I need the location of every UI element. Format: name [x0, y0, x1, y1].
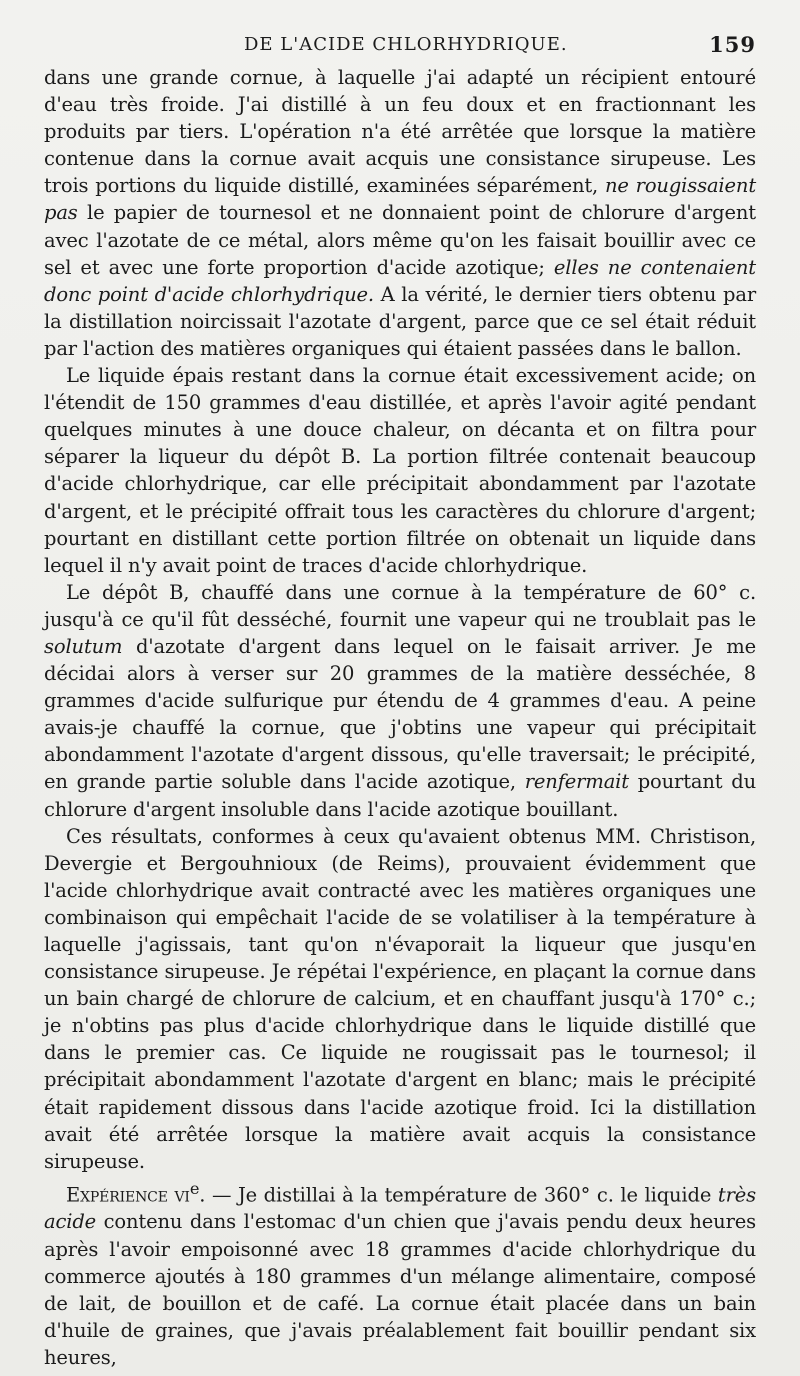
text-run: Ces résultats, conformes à ceux qu'avaient obtenus MM. Christison, Devergie et Bergouhnioux (de Reims), prouvaient évidemment que l'acide chlorhydrique avait contracté avec les matières organiques une combinaison qui empêchait l'acide de se volatiliser à la température à laquelle j'agissais, tant qu'on n'évaporait la liqueur que jusqu'en consistance sirupeuse. Je répétai l'expérience, en plaçant la cornue dans un bain chargé de chlorure de calcium, et en chauffant jusqu'à 170° c.; je n'obtins pas plus d'acide chlorhydrique dans le liquide distillé que dans le premier cas. Ce liquide ne rougissait pas le tournesol; il précipitait abondamment l'azotate d'argent en blanc; mais le précipité était rapidement dissous dans l'acide azotique froid. Ici la distillation avait été arrêtée lorsque la matière avait acquis la consistance sirupeuse.	[44, 824, 756, 1173]
page-number: 159	[709, 32, 756, 57]
paragraph	[44, 362, 756, 579]
text-run: pourtant du chlorure d'argent insoluble dans l'acide azotique bouillant.	[44, 770, 756, 821]
italic-text: solutum	[44, 634, 123, 658]
paragraph	[44, 64, 756, 362]
text-run: Le liquide épais restant dans la cornue était excessivement acide; on l'étendit de 150 grammes d'eau distillée, et après l'avoir agité pendant quelques minutes à une douce chaleur, on décanta et on filtra pour séparer la liqueur du dépôt B. La portion filtrée contenait beaucoup d'acide chlorhydrique, car elle précipitait abondamment par l'azotate d'argent, et le précipité offrait tous les caractères du chlorure d'argent; pourtant en distillant cette portion filtrée on obtenait un liquide dans lequel il n'y avait point de traces d'acide chlorhydrique.	[44, 364, 756, 577]
text-run: A la vérité, le dernier tiers obtenu par la distillation noircissait l'azotate d'argent, parce que ce sel était réduit par l'action des matières organiques qui étaient passées dans le ballon.	[44, 282, 756, 360]
page-header	[44, 30, 756, 64]
paragraph	[44, 1175, 756, 1371]
section-label: Expérience vi	[66, 1183, 190, 1207]
italic-text: ne rougissaient pas	[44, 174, 756, 225]
text-run: contenu dans l'estomac d'un chien que j'avais pendu deux heures après l'avoir empoisonné avec 18 grammes d'acide chlorhydrique du commerce ajoutés à 180 grammes d'un mélange alimentaire, composé de lait, de bouillon et de café. La cornue était placée dans un bain d'huile de graines, que j'avais préalablement fait bouillir pendant six heures,	[44, 1210, 756, 1369]
text-run: dans une grande cornue, à laquelle j'ai adapté un récipient entouré d'eau très froide. J'ai distillé à un feu doux et en fractionnant les produits par tiers. L'opération n'a été arrêtée que lorsque la matière contenue dans la cornue avait acquis une consistance sirupeuse. Les trois portions du liquide distillé, examinées séparément,	[44, 66, 756, 198]
italic-text: elles ne contenaient donc point d'acide chlorhydrique.	[44, 255, 756, 306]
superscript: e	[189, 1178, 200, 1198]
text-run: d'azotate d'argent dans lequel on le faisait arriver. Je me décidai alors à verser sur 20 grammes de la matière desséchée, 8 grammes d'acide sulfurique pur étendu de 4 grammes d'eau. A peine avais-je chauffé la cornue, que j'obtins une vapeur qui précipitait abondamment l'azotate d'argent dissous, qu'elle traversait; le précipité, en grande partie soluble dans l'acide azotique,	[44, 634, 756, 794]
text-run: . — Je distillai à la température de 360° c. le liquide	[199, 1183, 718, 1207]
body-text	[44, 64, 756, 1371]
paragraph	[44, 823, 756, 1175]
running-title: DE L'ACIDE CHLORHYDRIQUE.	[244, 34, 568, 55]
paragraph	[44, 579, 756, 823]
text-run: le papier de tournesol et ne donnaient point de chlorure d'argent avec l'azotate de ce métal, alors même qu'on les faisait bouillir avec ce sel et avec une forte proportion d'acide azotique;	[44, 201, 756, 279]
text-run: Le dépôt B, chauffé dans une cornue à la température de 60° c. jusqu'à ce qu'il fût desséché, fournit une vapeur qui ne troublait pas le	[44, 580, 756, 631]
italic-text: renfermait	[524, 770, 629, 794]
italic-text: très acide	[44, 1183, 757, 1234]
